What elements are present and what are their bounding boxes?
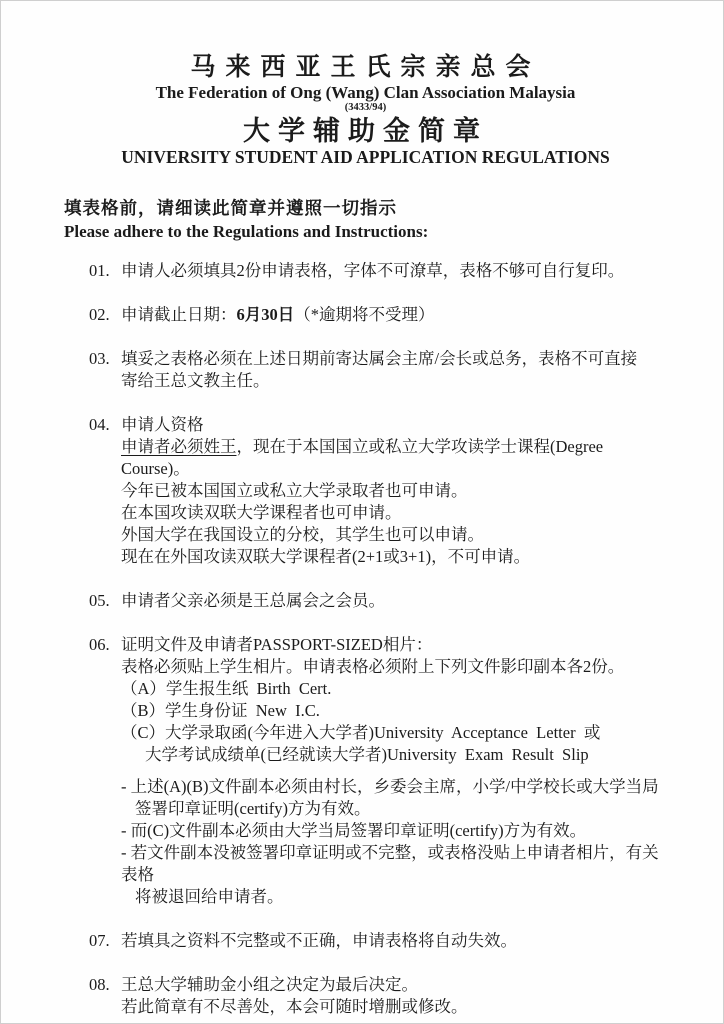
registration-number: (3433/94) bbox=[344, 102, 387, 113]
regulation-line bbox=[121, 820, 667, 842]
regulation-text-segment: 申请者必须姓王 bbox=[121, 437, 237, 456]
regulation-line bbox=[121, 480, 667, 502]
regulation-text-segment: 填妥之表格必须在上述日期前寄达属会主席/会长或总务，表格不可直接 bbox=[121, 349, 638, 368]
regulation-text-segment: 若填具之资料不完整或不正确，申请表格将自动失效。 bbox=[121, 931, 517, 950]
regulation-text-segment: 外国大学在我国设立的分校，其学生也可以申请。 bbox=[121, 525, 484, 544]
regulation-text-segment: 证明文件及申请者PASSPORT-SIZED相片： bbox=[121, 635, 433, 654]
regulation-line bbox=[121, 370, 667, 392]
regulation-line bbox=[145, 744, 667, 766]
regulation-text-segment: 在本国攻读双联大学课程者也可申请。 bbox=[121, 503, 402, 522]
regulation-number: 08. bbox=[89, 975, 110, 994]
regulation-body bbox=[121, 348, 667, 392]
org-name-chinese: 马来西亚王氏宗亲总会 bbox=[190, 54, 541, 81]
regulation-number: 01. bbox=[89, 261, 110, 280]
regulation-text-segment: 大学考试成绩单(已经就读大学者)University Exam Result Slip bbox=[145, 745, 589, 764]
regulations-list bbox=[89, 260, 667, 1018]
regulation-text-segment: 王总大学辅助金小组之决定为最后决定。 bbox=[121, 975, 418, 994]
regulation-item bbox=[89, 634, 667, 908]
doc-title-english: UNIVERSITY STUDENT AID APPLICATION REGULATIONS bbox=[121, 147, 610, 167]
regulation-line bbox=[121, 842, 667, 886]
regulation-text-segment: 将被退回给申请者。 bbox=[135, 887, 284, 906]
regulation-line bbox=[121, 502, 667, 524]
regulation-text-segment: （*逾期将不受理） bbox=[294, 305, 435, 324]
regulation-number: 07. bbox=[89, 931, 110, 950]
regulation-line bbox=[121, 414, 667, 436]
regulation-line bbox=[121, 776, 667, 798]
regulation-text-segment: （C）大学录取函(今年进入大学者)University Acceptance Letter 或 bbox=[121, 723, 601, 742]
regulation-line bbox=[121, 930, 667, 952]
regulation-item bbox=[89, 414, 667, 568]
regulation-text-segment: 申请截止日期： bbox=[121, 305, 237, 324]
regulation-text-segment: - 而(C)文件副本必须由大学当局签署印章证明(certify)方为有效。 bbox=[121, 821, 587, 840]
regulation-line bbox=[121, 260, 667, 282]
org-name-english: The Federation of Ong (Wang) Clan Association Malaysia bbox=[155, 83, 576, 102]
regulation-text-segment: 现在在外国攻读双联大学课程者(2+1或3+1)，不可申请。 bbox=[121, 547, 531, 566]
regulation-text-segment: 申请人必须填具2份申请表格，字体不可潦草，表格不够可自行复印。 bbox=[121, 261, 625, 280]
regulation-item bbox=[89, 974, 667, 1018]
regulation-body bbox=[121, 414, 667, 568]
regulation-item bbox=[89, 260, 667, 282]
regulation-line bbox=[135, 798, 667, 820]
regulation-text-segment: 申请人资格 bbox=[121, 415, 204, 434]
regulation-line bbox=[121, 634, 667, 656]
regulation-line bbox=[121, 590, 667, 612]
regulation-line bbox=[121, 304, 667, 326]
regulation-text-segment: ，现在于本国国立或私立大学攻读学士课程(Degree Course)。 bbox=[121, 437, 612, 478]
regulation-body bbox=[121, 634, 667, 908]
document-header bbox=[64, 53, 667, 168]
regulation-number: 02. bbox=[89, 305, 110, 324]
regulation-text-segment: 申请者父亲必须是王总属会之会员。 bbox=[121, 591, 385, 610]
regulation-line bbox=[121, 996, 667, 1018]
regulation-line bbox=[121, 348, 667, 370]
regulation-text-segment: （B）学生身份证 New I.C. bbox=[121, 701, 320, 720]
regulation-number: 06. bbox=[89, 635, 110, 654]
regulation-text-segment: - 上述(A)(B)文件副本必须由村长，乡委会主席，小学/中学校长或大学当局 bbox=[121, 777, 659, 796]
regulation-line bbox=[121, 700, 667, 722]
regulation-line bbox=[121, 524, 667, 546]
regulation-body bbox=[121, 260, 667, 282]
regulation-line bbox=[121, 974, 667, 996]
intro-english: Please adhere to the Regulations and Instructions: bbox=[64, 222, 429, 241]
regulation-text-segment: 6月30日 bbox=[236, 305, 295, 324]
regulation-item bbox=[89, 930, 667, 952]
regulation-line bbox=[121, 546, 667, 568]
regulation-body bbox=[121, 974, 667, 1018]
doc-title-chinese: 大学辅助金简章 bbox=[243, 116, 488, 146]
regulation-item bbox=[89, 590, 667, 612]
regulation-number: 03. bbox=[89, 349, 110, 368]
regulation-line bbox=[121, 678, 667, 700]
regulation-text-segment: 今年已被本国国立或私立大学录取者也可申请。 bbox=[121, 481, 468, 500]
regulation-text-segment: 若此简章有不尽善处，本会可随时增删或修改。 bbox=[121, 997, 468, 1016]
regulation-line bbox=[135, 886, 667, 908]
regulation-body bbox=[121, 304, 667, 326]
regulation-item bbox=[89, 348, 667, 392]
regulation-number: 04. bbox=[89, 415, 110, 434]
intro-chinese: 填表格前，请细读此简章并遵照一切指示 bbox=[64, 198, 397, 218]
regulation-text-segment: （A）学生报生纸 Birth Cert. bbox=[121, 679, 332, 698]
regulation-text-segment: - 若文件副本没被签署印章证明或不完整，或表格没贴上申请者相片，有关表格 bbox=[121, 843, 659, 884]
regulation-number: 05. bbox=[89, 591, 110, 610]
regulation-text-segment: 寄给王总文教主任。 bbox=[121, 371, 270, 390]
regulation-line bbox=[121, 722, 667, 744]
regulation-body bbox=[121, 930, 667, 952]
regulation-text-segment: 签署印章证明(certify)方为有效。 bbox=[135, 799, 371, 818]
regulation-text-segment: 表格必须贴上学生相片。申请表格必须附上下列文件影印副本各2份。 bbox=[121, 657, 625, 676]
intro-section bbox=[64, 196, 667, 244]
regulation-line bbox=[121, 436, 667, 480]
regulation-body bbox=[121, 590, 667, 612]
regulation-item bbox=[89, 304, 667, 326]
regulation-line bbox=[121, 656, 667, 678]
